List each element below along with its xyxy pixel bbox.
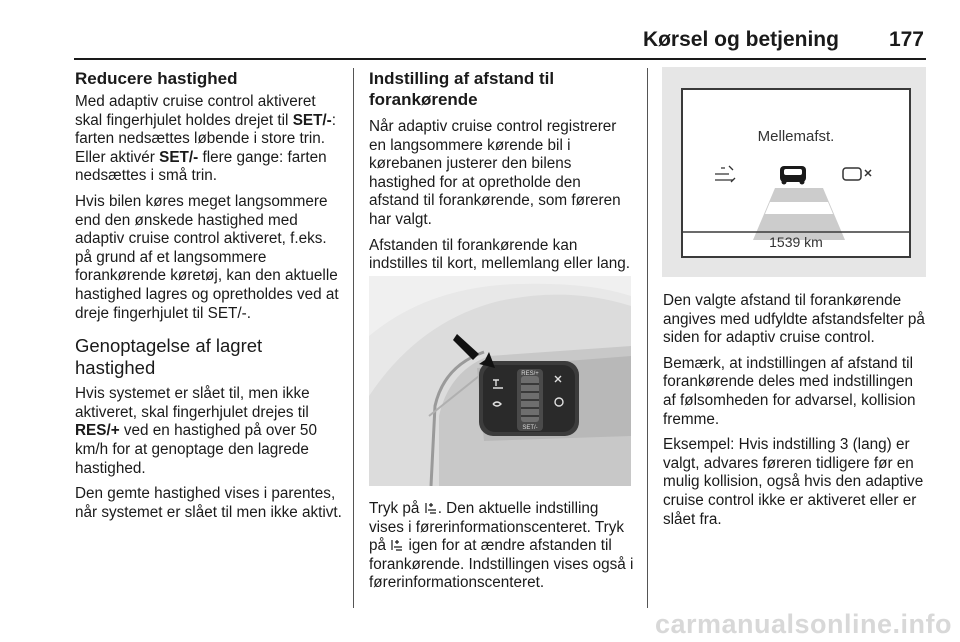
column-3: [663, 292, 928, 536]
svg-text:SET/-: SET/-: [522, 425, 538, 431]
page-number: 177: [888, 28, 924, 51]
page-header: [643, 28, 924, 52]
watermark: carmanualsonline.info: [654, 609, 952, 639]
paragraph-shared-setting: Bemærk, at indstillingen af afstand til forankørende deles med indstillingen af følsomheden for advarsel, kollision fremme.: [663, 354, 916, 428]
distance-gap-graphic: [683, 90, 909, 256]
distance-setting-label: Mellemafst.: [757, 128, 835, 145]
distance-button-icon: [424, 501, 438, 515]
steering-wheel-figure: [369, 276, 631, 486]
paragraph-distance-fields: Den valgte afstand til forankørende angives med udfyldte afstandsfelter på siden for adaptiv cruise control.: [663, 292, 925, 347]
paragraph-slow-vehicle: Hvis bilen køres meget langsommere end den ønskede hastighed med adaptiv cruise control aktiveret, f.eks. på grund af et langsommere forankørende køretøj, kan den aktuelle hastighed lagres og opretholdes ved at dreje fingerhjulet til SET/-.: [75, 192, 339, 322]
paragraph-distance-intro: Når adaptiv cruise control registrerer en langsommere kørende bil i kørebanen justerer den bilens hastighed for at opretholde den afstand til forankørende, som føreren har valgt.: [369, 118, 621, 228]
section-title: Kørsel og betjening: [642, 28, 839, 51]
paragraph-press-button: Tryk på . Den aktuelle indstilling vises i førerinformationscenteret. Tryk på igen for at ændre afstanden til forankørende. Indstillingen vises også i førerinformationscenteret.: [369, 500, 634, 592]
column-2-lower: [369, 500, 635, 600]
paragraph-stored-speed: Den gemte hastighed vises i parentes, når systemet er slået til men ikke aktivt.: [75, 485, 342, 521]
paragraph-reduce-speed: Med adaptiv cruise control aktiveret skal fingerhjulet holdes drejet til SET/-: farten nedsættes løbende i store trin. Eller aktivér SET/- flere gange: farten nedsættes i små trin.: [75, 93, 337, 185]
distance-button-icon: [390, 538, 404, 552]
heading-reduce-speed: Reducere hastighed: [75, 69, 238, 88]
column-2: [369, 68, 635, 281]
svg-text:RES/+: RES/+: [521, 371, 539, 377]
odometer-readout: 1539 km: [769, 234, 823, 250]
column-divider-1: [353, 68, 354, 608]
steering-wheel-illustration: [369, 276, 631, 486]
display-screen: [681, 88, 911, 258]
header-rule: [74, 58, 926, 60]
column-divider-2: [647, 68, 648, 608]
paragraph-resume: Hvis systemet er slået til, men ikke aktiveret, skal fingerhjulet drejes til RES/+ ved en hastighed på over 50 km/h for at genoptage den lagrede hastighed.: [75, 385, 317, 477]
paragraph-example: Eksempel: Hvis indstilling 3 (lang) er valgt, advares føreren tidligere før en mulig kollision, også hvis den adaptive cruise control ikke er aktiveret eller er slået fra.: [663, 436, 924, 528]
driver-info-display-figure: [662, 67, 926, 277]
heading-distance-setting: Indstilling af afstand til forankørende: [369, 69, 555, 109]
heading-resume-speed: Genoptagelse af lagret hastighed: [75, 335, 263, 379]
column-1: [75, 68, 345, 529]
paragraph-distance-options: Afstanden til forankørende kan indstilles til kort, mellemlang eller lang.: [369, 236, 631, 273]
